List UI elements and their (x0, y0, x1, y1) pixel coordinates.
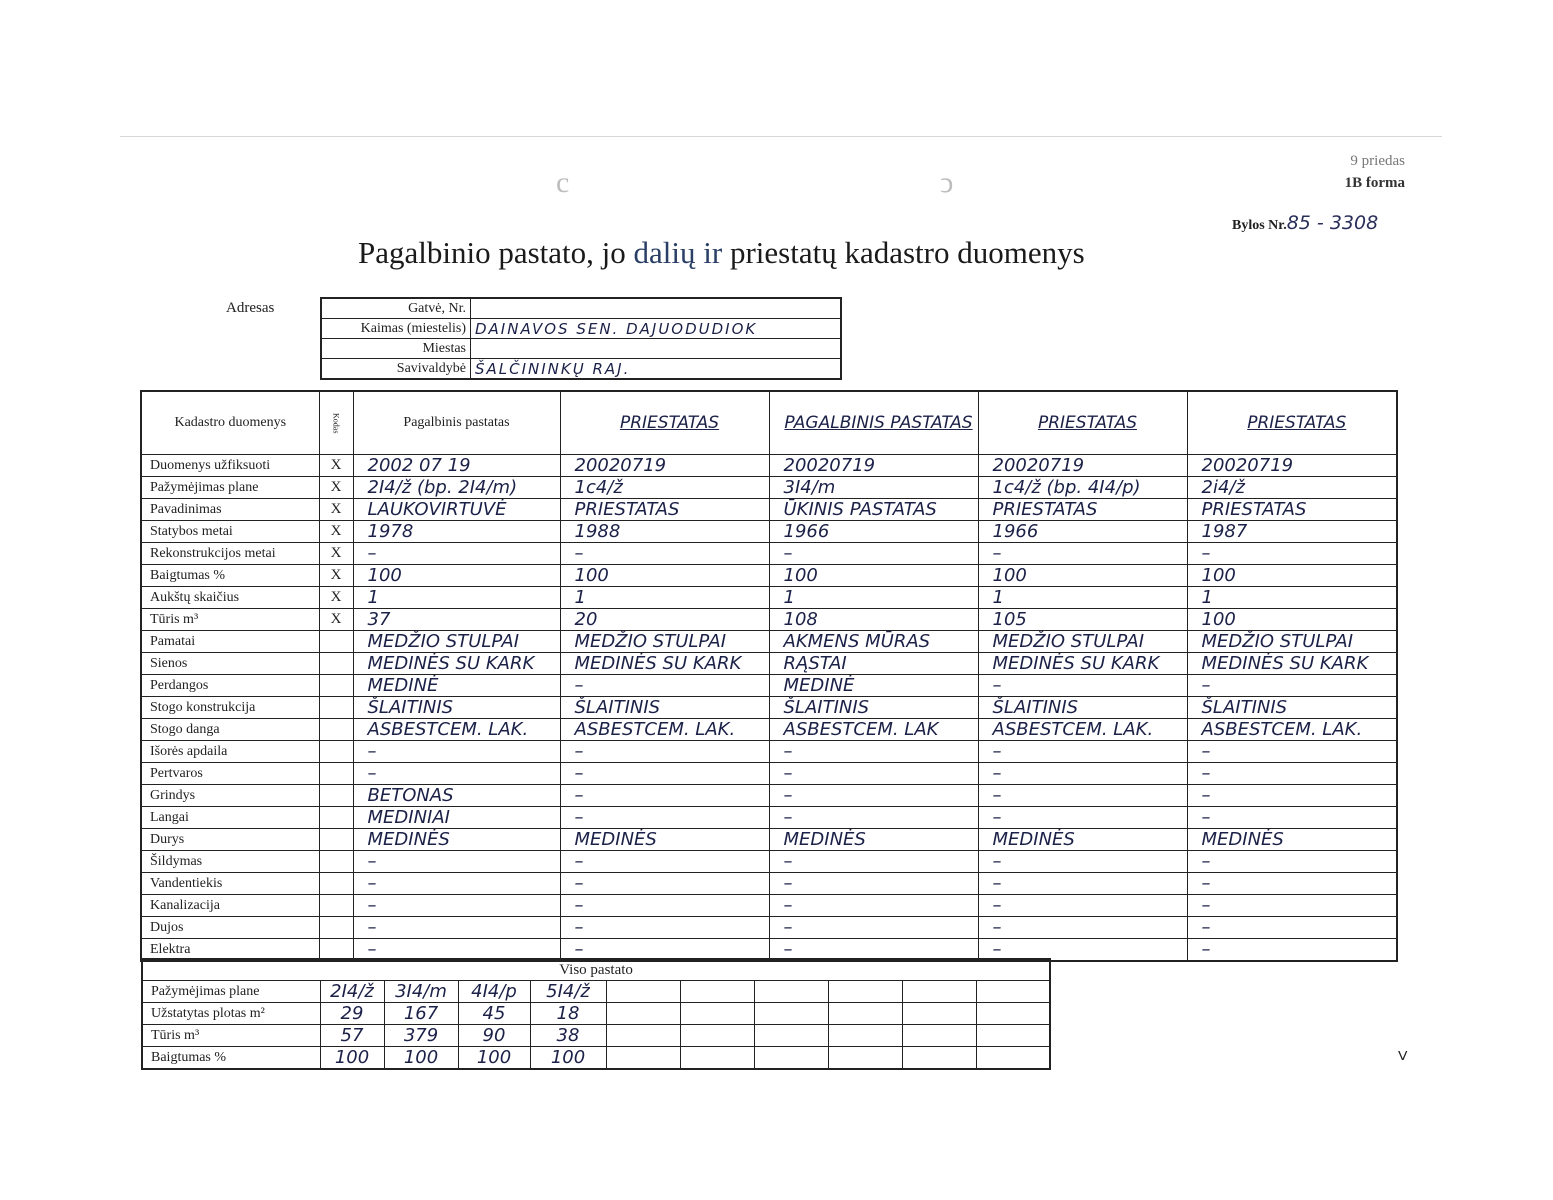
table-cell: – (978, 741, 1187, 763)
table-cell: 57 (320, 1025, 384, 1047)
table-cell: – (353, 851, 560, 873)
row-label: Pamatai (141, 631, 319, 653)
table-cell: – (769, 917, 978, 939)
scan-top-edge (120, 136, 1442, 137)
table-cell: 100 (458, 1047, 530, 1070)
row-label: Aukštų skaičius (141, 587, 319, 609)
code-cell: X (319, 565, 353, 587)
table-cell: 100 (560, 565, 769, 587)
total-header-row (142, 959, 1050, 981)
code-cell (319, 807, 353, 829)
row-label: Statybos metai (141, 521, 319, 543)
code-cell (319, 719, 353, 741)
table-cell (606, 1003, 680, 1025)
table-cell (902, 1025, 976, 1047)
table-row (141, 521, 1397, 543)
table-cell: 1988 (560, 521, 769, 543)
table-cell (754, 1003, 828, 1025)
address-field-value: ŠALČININKŲ RAJ. (471, 359, 842, 380)
table-cell: AKMENS MŪRAS (769, 631, 978, 653)
table-cell: MEDŽIO STULPAI (560, 631, 769, 653)
table-cell: 20020719 (560, 455, 769, 477)
table-cell: 1966 (769, 521, 978, 543)
table-cell: MEDINĖS (769, 829, 978, 851)
code-cell: X (319, 499, 353, 521)
table-cell: – (769, 873, 978, 895)
table-cell: – (978, 939, 1187, 962)
table-row (142, 1003, 1050, 1025)
table-header-row (141, 391, 1397, 455)
table-cell: – (1187, 675, 1397, 697)
row-label: Užstatytas plotas m² (142, 1003, 320, 1025)
table-cell: MEDINĖ (353, 675, 560, 697)
code-cell (319, 829, 353, 851)
table-cell: ASBESTCEM. LAK. (560, 719, 769, 741)
table-cell: 1 (353, 587, 560, 609)
table-cell: 2I4/ž (bp. 2I4/m) (353, 477, 560, 499)
file-number-label: Bylos Nr. (1232, 218, 1287, 233)
address-field-value (471, 339, 842, 359)
table-row (141, 609, 1397, 631)
table-cell: PRIESTATAS (560, 499, 769, 521)
table-cell: 100 (769, 565, 978, 587)
table-cell: – (560, 895, 769, 917)
table-row (141, 917, 1397, 939)
code-cell: X (319, 543, 353, 565)
table-cell: 37 (353, 609, 560, 631)
table-cell: 18 (530, 1003, 606, 1025)
table-cell: 379 (384, 1025, 458, 1047)
total-table-title: Viso pastato (142, 959, 1050, 981)
table-row (141, 543, 1397, 565)
table-cell: 1966 (978, 521, 1187, 543)
table-cell (828, 981, 902, 1003)
table-cell: 4I4/p (458, 981, 530, 1003)
code-cell (319, 631, 353, 653)
table-cell: – (560, 543, 769, 565)
table-cell: 3I4/m (384, 981, 458, 1003)
table-row (141, 675, 1397, 697)
table-cell: ŠLAITINIS (560, 697, 769, 719)
table-cell (828, 1047, 902, 1070)
table-cell: – (769, 741, 978, 763)
table-row (141, 851, 1397, 873)
table-row (141, 895, 1397, 917)
table-cell: – (1187, 917, 1397, 939)
code-cell: X (319, 477, 353, 499)
table-row (142, 1047, 1050, 1070)
table-row (142, 981, 1050, 1003)
table-cell: – (560, 939, 769, 962)
table-row (141, 587, 1397, 609)
building-total-table (141, 958, 1051, 1070)
table-cell: 1987 (1187, 521, 1397, 543)
table-cell: PRIESTATAS (978, 499, 1187, 521)
table-cell: – (769, 851, 978, 873)
row-label: Durys (141, 829, 319, 851)
table-row (141, 763, 1397, 785)
table-cell: – (769, 785, 978, 807)
table-cell: – (1187, 785, 1397, 807)
row-label: Baigtumas % (141, 565, 319, 587)
table-cell: – (353, 895, 560, 917)
address-row (321, 298, 841, 319)
code-cell (319, 763, 353, 785)
table-cell: – (560, 741, 769, 763)
table-cell: 108 (769, 609, 978, 631)
row-label: Pažymėjimas plane (142, 981, 320, 1003)
address-row (321, 319, 841, 339)
punch-hole-left: c (556, 166, 570, 199)
code-cell: X (319, 521, 353, 543)
table-cell: – (353, 873, 560, 895)
table-row (141, 829, 1397, 851)
table-cell: 5I4/ž (530, 981, 606, 1003)
table-cell: 100 (978, 565, 1187, 587)
table-row (141, 807, 1397, 829)
table-cell: – (978, 785, 1187, 807)
table-cell: 1 (978, 587, 1187, 609)
table-row (141, 565, 1397, 587)
table-cell: – (978, 675, 1187, 697)
table-cell: MEDŽIO STULPAI (978, 631, 1187, 653)
table-row (141, 455, 1397, 477)
table-cell: – (353, 763, 560, 785)
table-cell (976, 1047, 1050, 1070)
table-cell (902, 1003, 976, 1025)
table-cell: – (353, 917, 560, 939)
row-label: Baigtumas % (142, 1047, 320, 1070)
table-cell: 38 (530, 1025, 606, 1047)
table-cell: 2002 07 19 (353, 455, 560, 477)
table-row (141, 719, 1397, 741)
table-cell: – (560, 675, 769, 697)
code-cell: X (319, 587, 353, 609)
table-cell: – (978, 917, 1187, 939)
table-row (141, 653, 1397, 675)
table-cell: – (353, 543, 560, 565)
table-cell: MEDINIAI (353, 807, 560, 829)
code-cell (319, 917, 353, 939)
table-cell (754, 981, 828, 1003)
table-row (141, 697, 1397, 719)
row-label: Sienos (141, 653, 319, 675)
page-title: Pagalbinio pastato, jo dalių ir priestatų kadastro duomenys (358, 235, 1085, 270)
table-cell: 100 (384, 1047, 458, 1070)
table-cell: BETONAS (353, 785, 560, 807)
table-cell: ASBESTCEM. LAK. (1187, 719, 1397, 741)
table-row (141, 785, 1397, 807)
table-cell: 20020719 (769, 455, 978, 477)
table-cell (976, 981, 1050, 1003)
column-header: Pagalbinis pastatas (353, 391, 560, 455)
address-field-label: Miestas (321, 339, 471, 359)
address-field-value: DAINAVOS SEN. DAJUODUDIOK (471, 319, 842, 339)
table-cell (606, 1025, 680, 1047)
table-cell (902, 981, 976, 1003)
code-cell: X (319, 455, 353, 477)
address-field-label: Gatvė, Nr. (321, 298, 471, 319)
table-cell: – (560, 873, 769, 895)
address-table (320, 297, 842, 380)
code-cell: X (319, 609, 353, 631)
code-cell (319, 851, 353, 873)
table-cell: 100 (1187, 565, 1397, 587)
column-header: Kadastro duomenys (141, 391, 319, 455)
table-cell: – (1187, 939, 1397, 962)
table-row (141, 631, 1397, 653)
table-row (141, 477, 1397, 499)
table-cell: MEDINĖS SU KARK (978, 653, 1187, 675)
check-mark: ⱽ (1398, 1048, 1408, 1073)
table-cell: 1978 (353, 521, 560, 543)
table-cell: 20 (560, 609, 769, 631)
row-label: Stogo danga (141, 719, 319, 741)
table-cell: – (1187, 763, 1397, 785)
table-cell: – (1187, 741, 1397, 763)
address-row (321, 359, 841, 380)
table-cell (976, 1025, 1050, 1047)
table-cell (680, 1003, 754, 1025)
row-label: Šildymas (141, 851, 319, 873)
table-cell: 100 (530, 1047, 606, 1070)
row-label: Išorės apdaila (141, 741, 319, 763)
table-cell: – (978, 807, 1187, 829)
table-cell: 20020719 (1187, 455, 1397, 477)
row-label: Elektra (141, 939, 319, 962)
table-cell (754, 1047, 828, 1070)
table-cell: MEDINĖS SU KARK (353, 653, 560, 675)
row-label: Langai (141, 807, 319, 829)
table-cell: 1 (560, 587, 769, 609)
code-cell (319, 895, 353, 917)
table-cell: PRIESTATAS (1187, 499, 1397, 521)
table-cell: – (978, 873, 1187, 895)
row-label: Grindys (141, 785, 319, 807)
table-cell: ASBESTCEM. LAK (769, 719, 978, 741)
column-header: Kodas (319, 391, 353, 455)
row-label: Pavadinimas (141, 499, 319, 521)
table-cell: – (978, 895, 1187, 917)
table-cell: 100 (320, 1047, 384, 1070)
table-cell: MEDŽIO STULPAI (353, 631, 560, 653)
table-cell: ŪKINIS PASTATAS (769, 499, 978, 521)
column-header: PAGALBINIS PASTATAS (769, 391, 978, 455)
table-cell: MEDŽIO STULPAI (1187, 631, 1397, 653)
code-cell (319, 785, 353, 807)
table-cell: – (1187, 807, 1397, 829)
table-cell: ŠLAITINIS (978, 697, 1187, 719)
row-label: Kanalizacija (141, 895, 319, 917)
column-header: PRIESTATAS (1187, 391, 1397, 455)
table-cell: ASBESTCEM. LAK. (978, 719, 1187, 741)
table-cell: – (560, 763, 769, 785)
address-field-label: Kaimas (miestelis) (321, 319, 471, 339)
address-field-label: Savivaldybė (321, 359, 471, 380)
table-cell: MEDINĖS (978, 829, 1187, 851)
table-cell: – (1187, 543, 1397, 565)
table-cell: MEDINĖS (1187, 829, 1397, 851)
table-cell: – (769, 895, 978, 917)
table-cell: 45 (458, 1003, 530, 1025)
address-field-value (471, 298, 842, 319)
code-cell (319, 697, 353, 719)
table-row (142, 1025, 1050, 1047)
row-label: Dujos (141, 917, 319, 939)
table-cell: ŠLAITINIS (1187, 697, 1397, 719)
table-cell (680, 981, 754, 1003)
table-cell: – (1187, 895, 1397, 917)
row-label: Tūris m³ (141, 609, 319, 631)
table-cell: 2I4/ž (320, 981, 384, 1003)
table-cell: ŠLAITINIS (769, 697, 978, 719)
table-cell (976, 1003, 1050, 1025)
file-number-value: 85 - 3308 (1286, 212, 1379, 234)
code-cell (319, 741, 353, 763)
row-label: Vandentiekis (141, 873, 319, 895)
address-row (321, 339, 841, 359)
table-cell: – (978, 763, 1187, 785)
table-cell (606, 1047, 680, 1070)
table-cell: – (1187, 873, 1397, 895)
table-cell: 100 (353, 565, 560, 587)
table-cell: MEDINĖS SU KARK (1187, 653, 1397, 675)
table-cell: – (978, 543, 1187, 565)
row-label: Tūris m³ (142, 1025, 320, 1047)
table-cell: MEDINĖS (353, 829, 560, 851)
table-cell: MEDINĖ (769, 675, 978, 697)
table-cell: 1 (769, 587, 978, 609)
table-cell (902, 1047, 976, 1070)
table-cell: LAUKOVIRTUVĖ (353, 499, 560, 521)
table-cell: 100 (1187, 609, 1397, 631)
table-cell: – (560, 807, 769, 829)
table-cell: 2i4/ž (1187, 477, 1397, 499)
table-cell: 3I4/m (769, 477, 978, 499)
table-cell: – (769, 543, 978, 565)
table-cell: – (353, 939, 560, 962)
row-label: Rekonstrukcijos metai (141, 543, 319, 565)
table-row (141, 741, 1397, 763)
row-label: Pertvaros (141, 763, 319, 785)
code-cell (319, 873, 353, 895)
table-cell: 105 (978, 609, 1187, 631)
table-cell: – (978, 851, 1187, 873)
table-cell: – (560, 851, 769, 873)
table-row (141, 499, 1397, 521)
row-label: Pažymėjimas plane (141, 477, 319, 499)
file-number (1232, 212, 1378, 234)
row-label: Stogo konstrukcija (141, 697, 319, 719)
table-cell (828, 1003, 902, 1025)
column-header: PRIESTATAS (978, 391, 1187, 455)
table-cell: – (769, 939, 978, 962)
table-cell: 167 (384, 1003, 458, 1025)
table-cell: – (353, 741, 560, 763)
table-cell: ASBESTCEM. LAK. (353, 719, 560, 741)
row-label: Perdangos (141, 675, 319, 697)
row-label: Duomenys užfiksuoti (141, 455, 319, 477)
code-cell (319, 653, 353, 675)
table-cell: – (560, 917, 769, 939)
table-cell: RĄSTAI (769, 653, 978, 675)
table-cell: 1c4/ž (560, 477, 769, 499)
table-cell: – (769, 807, 978, 829)
table-cell (680, 1047, 754, 1070)
table-cell: MEDINĖS SU KARK (560, 653, 769, 675)
address-label: Adresas (226, 300, 275, 316)
punch-hole-right: ͻ (940, 166, 954, 199)
table-cell: 1c4/ž (bp. 4I4/p) (978, 477, 1187, 499)
table-cell (606, 981, 680, 1003)
table-cell: 20020719 (978, 455, 1187, 477)
table-cell: – (560, 785, 769, 807)
table-cell: ŠLAITINIS (353, 697, 560, 719)
table-cell: – (1187, 851, 1397, 873)
table-cell (828, 1025, 902, 1047)
table-cell: MEDINĖS (560, 829, 769, 851)
appendix-number: 9 priedas (1350, 153, 1405, 169)
cadastre-data-table (140, 390, 1398, 962)
appendix-label (1345, 150, 1405, 194)
table-cell (754, 1025, 828, 1047)
column-header: PRIESTATAS (560, 391, 769, 455)
table-cell: 1 (1187, 587, 1397, 609)
table-cell: 29 (320, 1003, 384, 1025)
form-number: 1B forma (1344, 175, 1405, 191)
table-cell (680, 1025, 754, 1047)
code-cell (319, 675, 353, 697)
table-row (141, 873, 1397, 895)
table-cell: – (769, 763, 978, 785)
table-cell: 90 (458, 1025, 530, 1047)
